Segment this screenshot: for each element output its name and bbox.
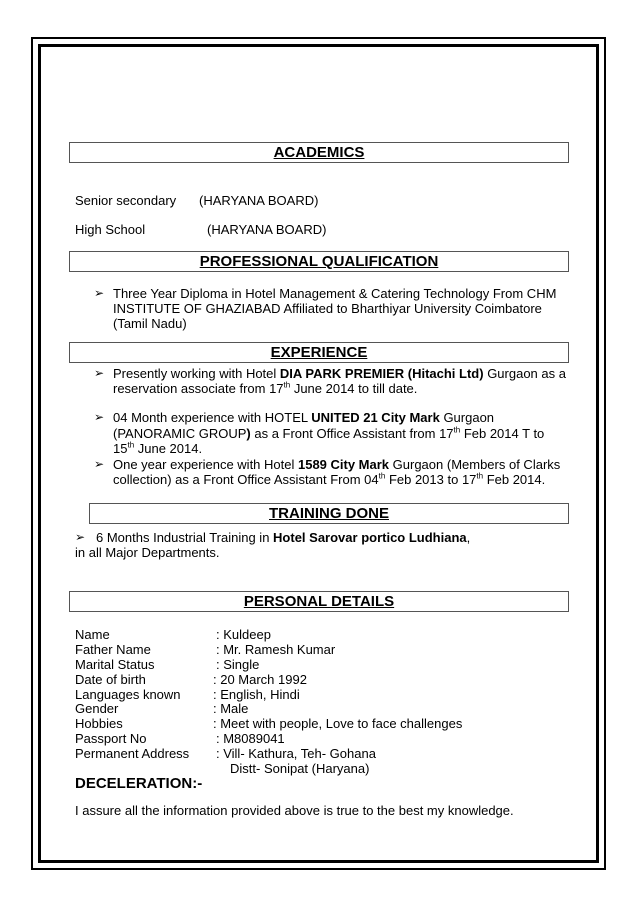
professional-line-2: INSTITUTE OF GHAZIABAD Affiliated to Bharthiyar University Coimbatore <box>113 301 542 316</box>
experience-item-2-line-1: 04 Month experience with HOTEL UNITED 21 City Mark Gurgaon <box>113 410 495 425</box>
bullet-arrow-icon: ➢ <box>75 530 86 544</box>
personal-label-passport: Passport No <box>75 731 147 746</box>
personal-label-gender: Gender <box>75 701 119 716</box>
declaration-heading: DECELERATION:- <box>75 775 203 792</box>
experience-item-2-line-3: 15th June 2014. <box>113 440 203 456</box>
professional-line-1: Three Year Diploma in Hotel Management & Catering Technology From CHM <box>113 286 557 301</box>
personal-value-address: : Vill- Kathura, Teh- Gohana <box>216 746 376 761</box>
academics-label-senior: Senior secondary <box>75 193 177 208</box>
academics-heading: ACADEMICS <box>69 142 569 163</box>
experience-heading: EXPERIENCE <box>69 342 569 363</box>
training-line-2: in all Major Departments. <box>75 545 220 560</box>
personal-label-name: Name <box>75 627 110 642</box>
bullet-arrow-icon: ➢ <box>94 410 105 424</box>
training-heading: TRAINING DONE <box>89 503 569 524</box>
declaration-text: I assure all the information provided above is true to the best my knowledge. <box>75 803 514 818</box>
academics-value-senior: (HARYANA BOARD) <box>199 193 319 208</box>
experience-item-1-line-1: Presently working with Hotel DIA PARK PREMIER (Hitachi Ltd) Gurgaon as a <box>113 366 566 381</box>
professional-line-3: (Tamil Nadu) <box>113 316 187 331</box>
bullet-arrow-icon: ➢ <box>94 286 105 300</box>
personal-value-marital: : Single <box>216 657 260 672</box>
personal-label-languages: Languages known <box>75 687 181 702</box>
personal-value-gender: : Male <box>213 701 249 716</box>
personal-value-dob: : 20 March 1992 <box>213 672 307 687</box>
bullet-arrow-icon: ➢ <box>94 366 105 380</box>
personal-value-passport: : M8089041 <box>216 731 285 746</box>
personal-heading: PERSONAL DETAILS <box>69 591 569 612</box>
experience-item-2-line-2: (PANORAMIC GROUP) as a Front Office Assistant from 17th Feb 2014 T to <box>113 425 545 441</box>
personal-label-address: Permanent Address <box>75 746 190 761</box>
personal-label-hobbies: Hobbies <box>75 716 123 731</box>
personal-value-languages: : English, Hindi <box>213 687 300 702</box>
personal-label-dob: Date of birth <box>75 672 146 687</box>
bullet-arrow-icon: ➢ <box>94 457 105 471</box>
experience-item-3-line-1: One year experience with Hotel 1589 City Mark Gurgaon (Members of Clarks <box>113 457 561 472</box>
experience-item-3-line-2: collection) as a Front Office Assistant From 04th Feb 2013 to 17th Feb 2014. <box>113 471 546 487</box>
personal-label-marital: Marital Status <box>75 657 155 672</box>
academics-label-highschool: High School <box>75 222 146 237</box>
experience-item-1-line-2: reservation associate from 17th June 2014 to till date. <box>113 380 418 396</box>
academics-value-highschool: (HARYANA BOARD) <box>207 222 327 237</box>
personal-value-father: : Mr. Ramesh Kumar <box>216 642 336 657</box>
personal-value-hobbies: : Meet with people, Love to face challenges <box>213 716 463 731</box>
training-line-1: 6 Months Industrial Training in Hotel Sarovar portico Ludhiana, <box>96 530 471 545</box>
personal-value-address-line-2: Distt- Sonipat (Haryana) <box>230 761 370 776</box>
professional-heading: PROFESSIONAL QUALIFICATION <box>69 251 569 272</box>
personal-label-father: Father Name <box>75 642 151 657</box>
personal-value-name: : Kuldeep <box>216 627 271 642</box>
